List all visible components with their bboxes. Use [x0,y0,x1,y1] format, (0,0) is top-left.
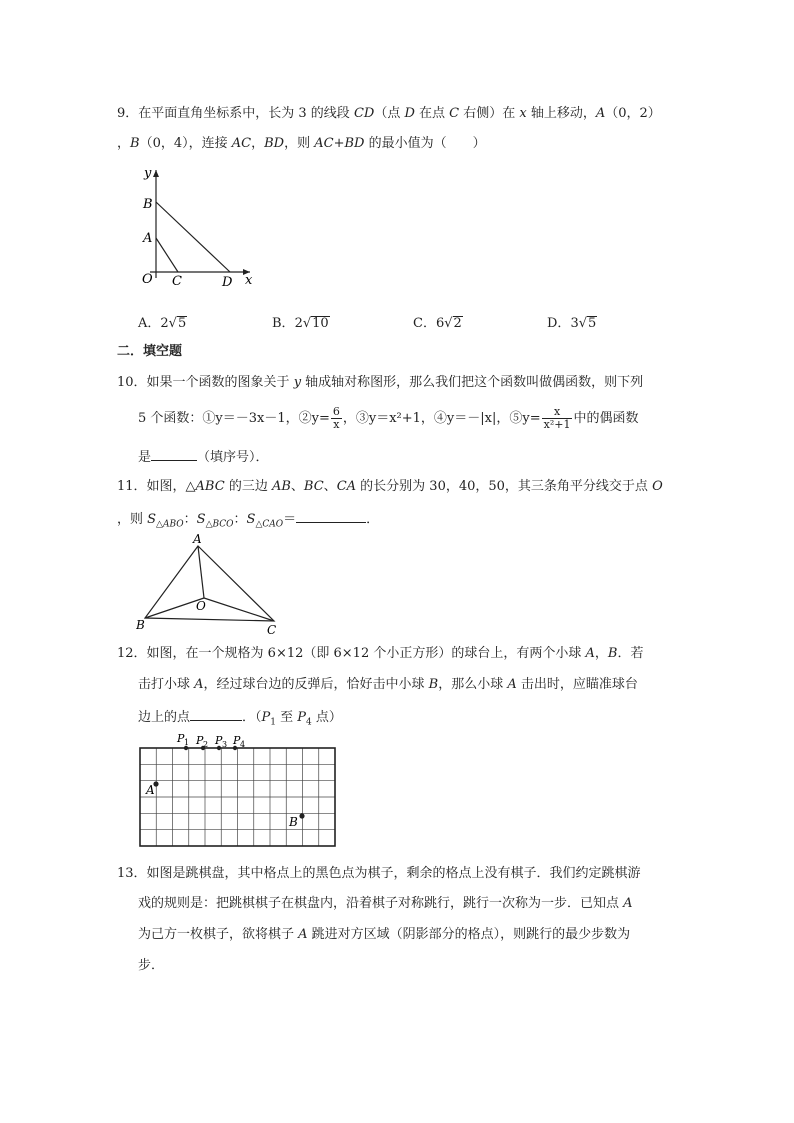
label-B: B [143,197,153,212]
svg-text:3: 3 [222,740,228,749]
label-P1: P [177,732,185,745]
label-C: C [267,623,277,637]
label-x: x [245,273,253,288]
label-B: B [289,815,298,829]
q12-line3: 边上的点 ．（$P_1$ 至 $P_4$ 点） [138,706,342,733]
svg-text:2: 2 [203,740,209,749]
label-P3: P [215,734,223,747]
label-P2: P [196,734,204,747]
q10-line2: 5 个函数：①y＝－3x－1，②y= $\frac{6}{x}$ ，③y＝x²+1，④y＝－|x|，⑤y= $\frac{x}{\text{x²+1}}$ 中的偶函数 [138,405,639,431]
sqrt-sign: √ [444,316,453,331]
bisector-AO [198,546,204,598]
answer-blank[interactable] [151,446,197,461]
q11-line2: ，则 $S_{\triangle ABO}$：$S_{\triangle BCO}$：$S_{\triangle CAO}=$ ． [117,508,379,535]
billiard-grid [140,748,335,846]
q13-line2: 戏的规则是：把跳棋棋子在棋盘内，沿着棋子对称跳行，跳行一次称为一步．已知点 A [138,896,633,911]
q13-line3: 为己方一枚棋子，欲将棋子 A 跳进对方区域（阴影部分的格点），则跳行的最少步数为 [138,927,631,942]
label-C: C [172,274,182,289]
label-A: A [146,783,155,797]
fraction-6-over-x: $\frac{6}{x}$ [332,405,340,431]
label-A: A [193,532,202,546]
ball-B [299,813,304,818]
sqrt-sign: √ [168,316,177,331]
svg-text:1: 1 [184,738,190,747]
answer-blank[interactable] [296,508,366,523]
q13-line1: 13．如图是跳棋盘，其中格点上的黑色点为棋子，剩余的格点上没有棋子．我们约定跳棋游 [117,866,641,881]
segment-AC [156,238,178,272]
option-B[interactable]: B．2√10 [272,316,329,331]
q10-line1: 10．如果一个函数的图象关于 y 轴成轴对称图形，那么我们把这个函数叫做偶函数，则下列 [117,375,644,390]
answer-blank[interactable] [190,706,242,721]
label-O: O [196,599,206,613]
q12-line2: 击打小球 A，经过球台边的反弹后，恰好击中小球 B，那么小球 A 击出时，应瞄准球台 [138,677,638,692]
section-title: 二．填空题 [117,344,183,359]
label-P4: P [233,734,241,747]
y-axis-arrow [153,170,159,177]
segment-BD [156,202,230,272]
svg-text:4: 4 [240,740,246,749]
bisector-CO [204,598,274,621]
q11-line1: 11．如图，△ABC 的三边 AB、BC、CA 的长分别为 30，40，50，其三条角平分线交于点 O [117,479,663,494]
q11-figure [136,532,286,638]
label-O: O [142,272,153,287]
q9-line1: 9．在平面直角坐标系中，长为 3 的线段 CD（点 D 在点 C 右侧）在 x 轴上移动，A（0，2） [117,106,661,121]
q9-figure [138,162,258,292]
q10-line3: 是 （填序号）． [138,446,269,468]
q12-line1: 12．如图，在一个规格为 6×12（即 6×12 个小正方形）的球台上，有两个小球 A，B．若 [117,646,644,661]
label-D: D [222,275,233,290]
q9-line2: ，B（0，4），连接 AC，BD，则 AC+BD 的最小值为（ ） [117,136,486,151]
option-C[interactable]: C．6√2 [413,316,462,331]
label-y: y [144,166,152,181]
q13-line4: 步． [138,958,165,973]
option-D[interactable]: D．3√5 [547,316,597,331]
fraction-x-over-x2plus1: $\frac{x}{\text{x²+1}}$ [543,405,571,431]
label-B: B [136,618,145,632]
sqrt-sign: √ [302,316,312,331]
label-A: A [143,231,153,246]
q12-figure [132,730,342,854]
option-A[interactable]: A．2√5 [138,316,187,331]
triangle-ABC [145,546,274,621]
sqrt-sign: √ [578,316,588,331]
